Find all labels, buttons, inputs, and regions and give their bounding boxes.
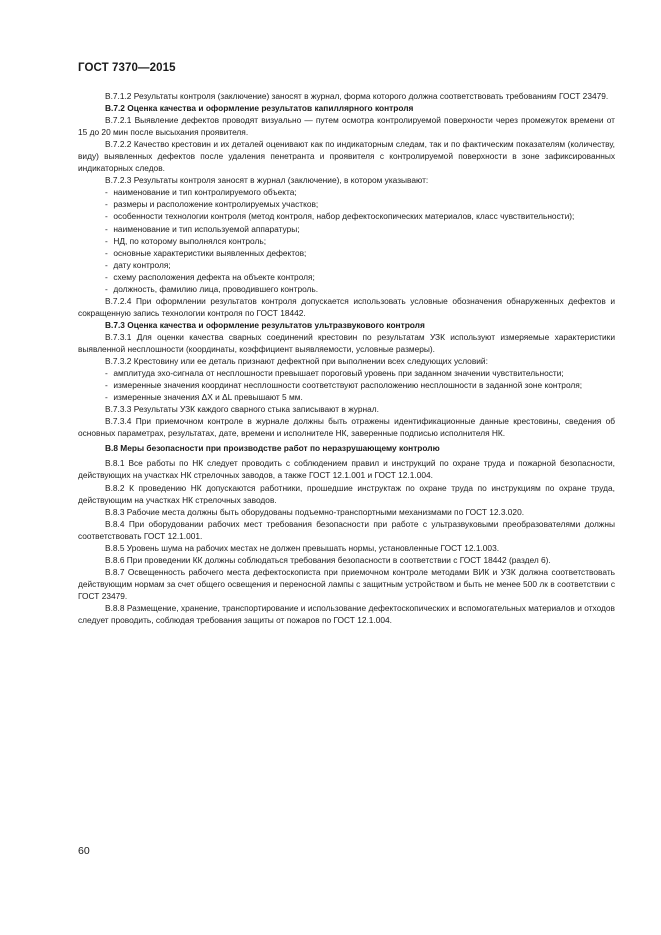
list-item-text: измеренные значения ΔX и ΔL превышают 5 мм. (113, 392, 303, 403)
paragraph: В.7.2.2 Качество крестовин и их деталей оценивают как по индикаторным следам, так и по фактическим показателям (количеству, виду) выявленных дефектов после удаления пенетранта и проявителя с контролируемой поверхности в зоне зафиксированных индикаторных следов. (78, 139, 615, 174)
list-item: - схему расположения дефекта на объекте контроля; (105, 271, 315, 282)
paragraph: В.7.3.3 Результаты УЗК каждого сварного стыка записывают в журнал. (105, 404, 379, 415)
list-item: - измеренные значения ΔX и ΔL превышают 5 мм. (105, 392, 303, 403)
paragraph: В.8.1 Все работы по НК следует проводить с соблюдением правил и инструкций по охране труда и пожарной безопасности, действующих на участках НК стрелочных заводов, а также ГОСТ 12.1.001 и ГОСТ 12.1.004. (78, 458, 615, 481)
paragraph: В.7.2.4 При оформлении результатов контроля допускается использовать условные обозначения обнаруженных дефектов и сокращенную запись технологии контроля по ГОСТ 18442. (78, 295, 615, 318)
paragraph: В.8.6 При проведении КК должны соблюдаться требования безопасности в соответствии с ГОСТ 18442 (раздел 6). (105, 554, 551, 565)
list-item: - амплитуда эхо-сигнала от несплошности превышает пороговый уровень при заданном значении чувствительности; (105, 368, 564, 379)
paragraph: В.7.1.2 Результаты контроля (заключение) заносят в журнал, форма которого должна соответствовать требованиям ГОСТ 23479. (105, 91, 609, 101)
list-item: - основные характеристики выявленных дефектов; (105, 247, 307, 258)
list-item-text: НД, по которому выполнялся контроль; (113, 235, 267, 246)
list-item-text: амплитуда эхо-сигнала от несплошности превышает пороговый уровень при заданном значении чувствительности; (113, 368, 564, 379)
section-heading: В.7.3 Оценка качества и оформление результатов ультразвукового контроля (105, 319, 425, 330)
document-body (78, 90, 615, 626)
list-item: - наименование и тип контролируемого объекта; (105, 187, 297, 198)
list-item-text: измеренные значения координат несплошности соответствуют расположению несплошности в заданной зоне контроля; (113, 380, 583, 391)
paragraph: В.7.2.1 Выявление дефектов проводят визуально — путем осмотра контролируемой поверхности через промежуток времени от 15 до 20 мин после высыхания проявителя. (78, 115, 615, 138)
list-item: - наименование и тип используемой аппаратуры; (105, 223, 300, 234)
list-item: - измеренные значения координат несплошности соответствуют расположению несплошности в заданной зоне контроля; (105, 380, 583, 391)
list-item: - размеры и расположение контролируемых участков; (105, 199, 319, 210)
paragraph: В.7.3.2 Крестовину или ее деталь признают дефектной при выполнении всех следующих условий: (105, 356, 488, 367)
paragraph: В.8.7 Освещенность рабочего места дефектоскописта при приемочном контроле методами ВИК и УЗК должна соответствовать действующим нормам за счет общего освещения и переносной лампы с защитным устройством и быть не менее 500 лк в соответствии с ГОСТ 23479. (78, 566, 615, 601)
list-item-text: особенности технологии контроля (метод контроля, набор дефектоскопических материалов, класс чувствительности); (113, 211, 575, 222)
list-item: - должность, фамилию лица, проводившего контроль. (105, 283, 319, 294)
paragraph: В.7.3.4 При приемочном контроле в журнале должны быть отражены идентификационные данные крестовины, сведения об основных параметрах, результатах, дате, времени и исполнителе НК, заверенные подписью исполнителя НК. (78, 416, 615, 439)
paragraph: В.7.3.1 Для оценки качества сварных соединений крестовин по результатам УЗК используют измеряемые характеристики выявленной несплошности (координаты, коэффициент выявляемости, условные размеры). (78, 331, 615, 354)
section-heading: В.7.2 Оценка качества и оформление результатов капиллярного контроля (105, 103, 414, 114)
list-item: - НД, по которому выполнялся контроль; (105, 235, 267, 246)
paragraph: В.8.3 Рабочие места должны быть оборудованы подъемно-транспортными механизмами по ГОСТ 12.3.020. (105, 506, 525, 517)
list-item-text: основные характеристики выявленных дефектов; (113, 247, 307, 258)
paragraph: В.7.2.3 Результаты контроля заносят в журнал (заключение), в котором указывают: (105, 175, 429, 186)
list-item-text: размеры и расположение контролируемых участков; (113, 199, 319, 210)
list-item: - дату контроля; (105, 259, 171, 270)
list-item-text: схему расположения дефекта на объекте контроля; (113, 271, 315, 282)
list-item-text: должность, фамилию лица, проводившего контроль. (113, 283, 319, 294)
paragraph: В.8.8 Размещение, хранение, транспортирование и использование дефектоскопических и вспомогательных материалов и отходов следует проводить, соблюдая требования защиты от пожаров по ГОСТ 12.1.004. (78, 602, 615, 626)
document-header: ГОСТ 7370—2015 (78, 62, 176, 74)
list-item-text: дату контроля; (113, 259, 171, 270)
paragraph: В.8.2 К проведению НК допускаются работники, прошедшие инструктаж по охране труда по инструкциям по охране труда, действующим на участках НК стрелочных заводов. (78, 482, 615, 505)
paragraph: В.8.5 Уровень шума на рабочих местах не должен превышать нормы, установленные ГОСТ 12.1.003. (105, 542, 500, 553)
list-item-text: наименование и тип используемой аппаратуры; (113, 223, 300, 234)
page-number: 60 (78, 845, 90, 857)
section-heading: В.8 Меры безопасности при производстве работ по неразрушающему контролю (105, 443, 440, 454)
list-item-text: наименование и тип контролируемого объекта; (113, 187, 297, 198)
list-item: - особенности технологии контроля (метод контроля, набор дефектоскопических материалов, класс чувствительности); (105, 211, 575, 222)
paragraph: В.8.4 При оборудовании рабочих мест требования безопасности при работе с ультразвуковыми преобразователями должны соответствовать ГОСТ 12.1.001. (78, 518, 615, 541)
